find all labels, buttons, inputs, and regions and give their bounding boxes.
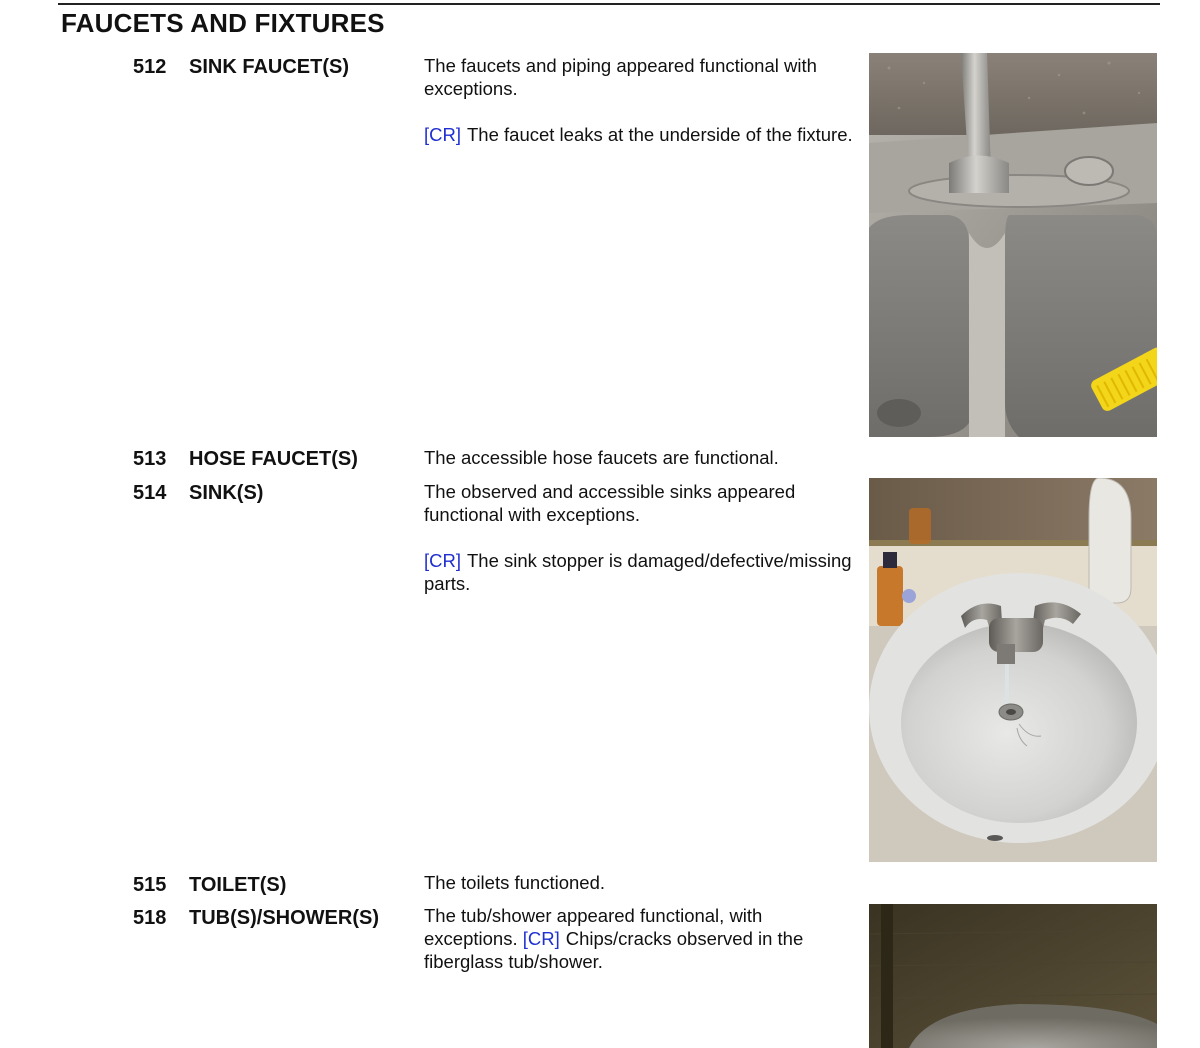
item-515-description (424, 871, 856, 894)
item-513-description (424, 446, 856, 469)
item-512-label (133, 55, 349, 79)
item-number: 512 (133, 56, 167, 78)
description-paragraph (424, 871, 856, 894)
description-paragraph (424, 123, 856, 146)
tub-shower-photo (869, 904, 1157, 1048)
paragraph-text: The sink stopper is damaged/defective/missing parts. (424, 550, 852, 594)
cr-tag: [CR] (522, 928, 560, 949)
cr-tag: [CR] (424, 550, 461, 571)
item-name: TOILET(S) (189, 874, 287, 896)
paragraph-text: The faucets and piping appeared functional with exceptions. (424, 55, 817, 99)
item-512-description (424, 54, 856, 146)
section-top-rule (58, 3, 1160, 5)
item-518-label (133, 906, 379, 930)
item-number: 518 (133, 907, 167, 929)
item-name: SINK FAUCET(S) (189, 56, 349, 78)
item-number: 515 (133, 874, 167, 896)
item-514-description (424, 480, 856, 595)
description-paragraph (424, 480, 856, 526)
paragraph-text: Chips/cracks observed in the fiberglass tub/shower. (424, 928, 804, 972)
cr-tag: [CR] (424, 124, 461, 145)
item-name: TUB(S)/SHOWER(S) (189, 907, 379, 929)
kitchen-sink-faucet-photo (869, 53, 1157, 437)
paragraph-text: The tub/shower appeared functional, with exceptions. (424, 905, 763, 949)
section-title: FAUCETS AND FIXTURES (61, 8, 385, 38)
item-number: 514 (133, 482, 167, 504)
description-paragraph (424, 904, 856, 973)
description-paragraph (424, 549, 856, 595)
paragraph-text: The toilets functioned. (424, 872, 605, 893)
description-paragraph (424, 54, 856, 100)
item-name: HOSE FAUCET(S) (189, 448, 358, 470)
bathroom-sink-photo (869, 478, 1157, 862)
paragraph-text: The faucet leaks at the underside of the fixture. (467, 124, 853, 145)
description-paragraph (424, 446, 856, 469)
paragraph-text: The observed and accessible sinks appeared functional with exceptions. (424, 481, 796, 525)
item-518-description (424, 904, 856, 973)
paragraph-text: The accessible hose faucets are functional. (424, 447, 779, 468)
item-515-label (133, 873, 286, 897)
item-514-label (133, 481, 263, 505)
item-number: 513 (133, 448, 167, 470)
item-name: SINK(S) (189, 482, 264, 504)
item-513-label (133, 447, 358, 471)
